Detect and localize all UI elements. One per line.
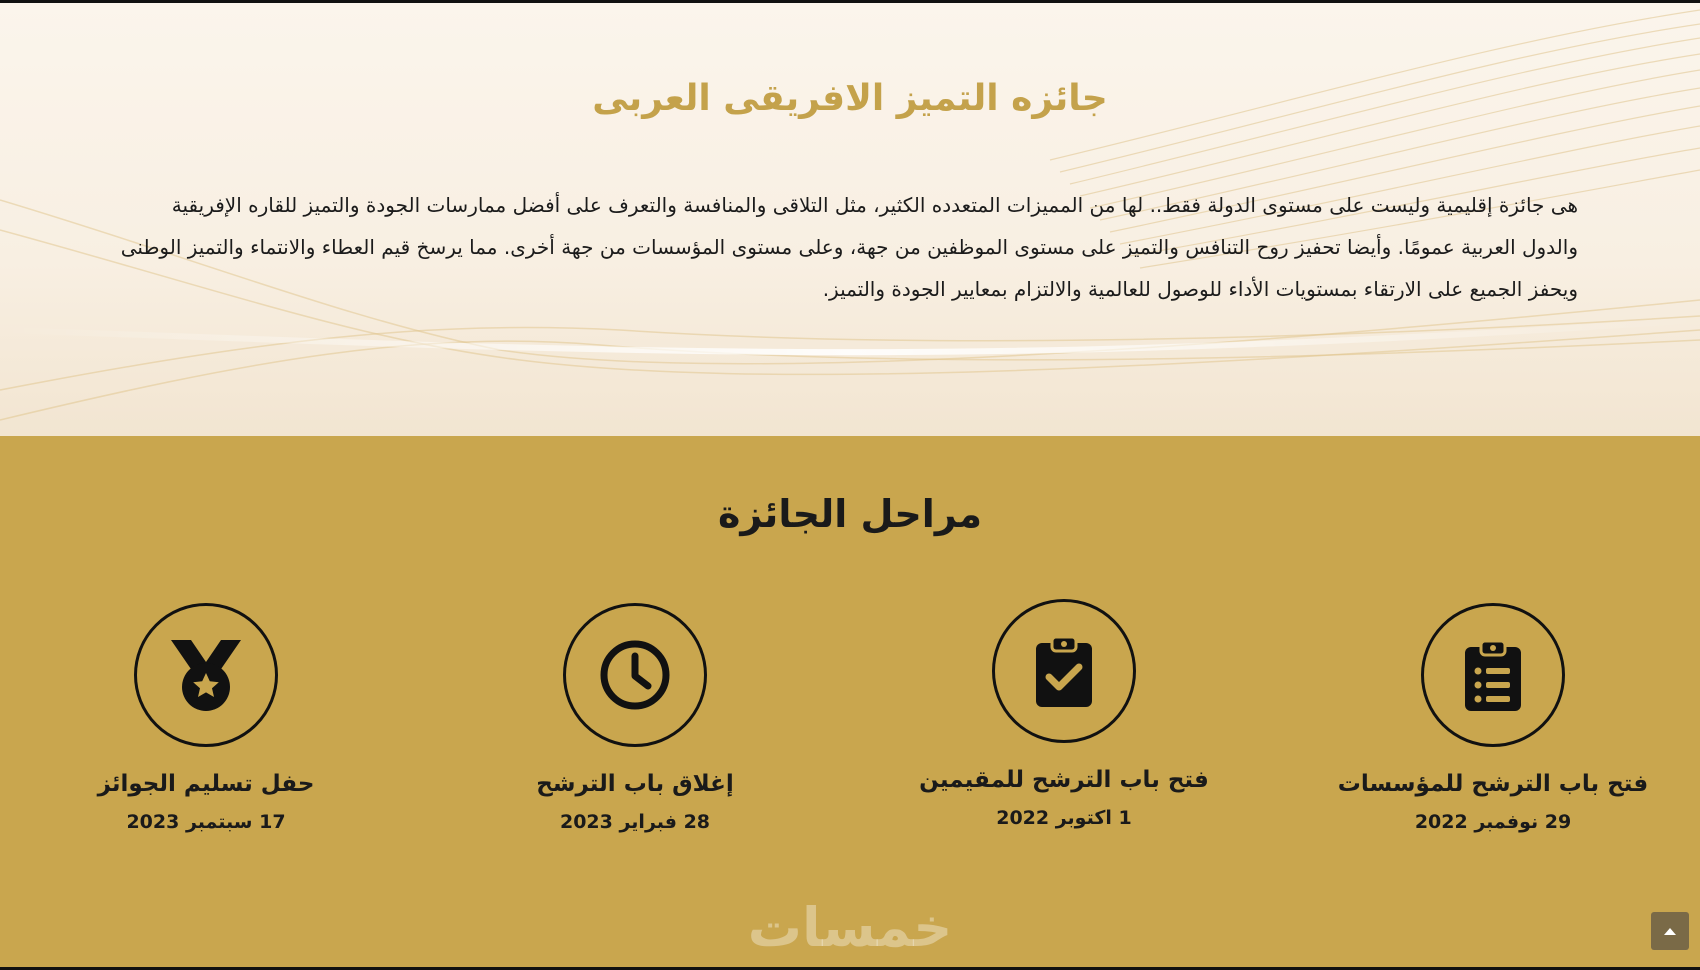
stage-label: حفل تسليم الجوائز xyxy=(97,771,315,797)
clock-icon xyxy=(598,638,672,712)
intro-title: جائزه التميز الافريقى العربى xyxy=(592,78,1108,119)
stages-title: مراحل الجائزة xyxy=(717,492,982,536)
stage-icon-circle xyxy=(134,603,278,747)
stage-label: إغلاق باب الترشح xyxy=(536,771,734,797)
stage-item-closing xyxy=(455,603,815,833)
intro-paragraph: هى جائزة إقليمية وليست على مستوى الدولة فقط.. لها من المميزات المتعدده الكثير، مثل التلاقى والمنافسة والتعرف على أفضل ممارسات الجودة والتميز للقاره الإفريقية والدول العربية عمومًا. وأيضا تحفيز روح التنافس والتميز على مستوى الموظفين من جهة، وعلى مستوى المؤسسات من جهة أخرى. مما يرسخ قيم العطاء والانتماء والتميز الوطنى ويحفز الجميع على الارتقاء بمستويات الأداء للوصول للعالمية والالتزام بمعايير الجودة والتميز. xyxy=(120,193,1578,301)
intro-section xyxy=(0,0,1700,436)
medal-icon xyxy=(169,638,243,712)
stage-label: فتح باب الترشح للمقيمين xyxy=(919,767,1209,793)
stage-icon-circle xyxy=(992,599,1136,743)
stage-icon-circle xyxy=(1421,603,1565,747)
stage-item-institutions xyxy=(1313,603,1673,833)
clipboard-check-icon xyxy=(1036,635,1092,707)
stage-date: 17 سبتمبر 2023 xyxy=(126,811,286,833)
stage-icon-circle xyxy=(563,603,707,747)
watermark-logo: خمسات xyxy=(747,896,953,959)
scroll-to-top-button[interactable] xyxy=(1651,912,1689,950)
chevron-up-icon xyxy=(1663,926,1677,936)
clipboard-list-icon xyxy=(1465,639,1521,711)
stage-label: فتح باب الترشح للمؤسسات xyxy=(1337,771,1649,797)
stage-item-residents xyxy=(884,599,1244,829)
stage-date: 1 اكتوبر 2022 xyxy=(996,807,1132,829)
stage-item-ceremony xyxy=(26,603,386,833)
stage-date: 29 نوفمبر 2022 xyxy=(1414,811,1572,833)
top-border xyxy=(0,0,1700,3)
stage-date: 28 فبراير 2023 xyxy=(559,811,711,833)
